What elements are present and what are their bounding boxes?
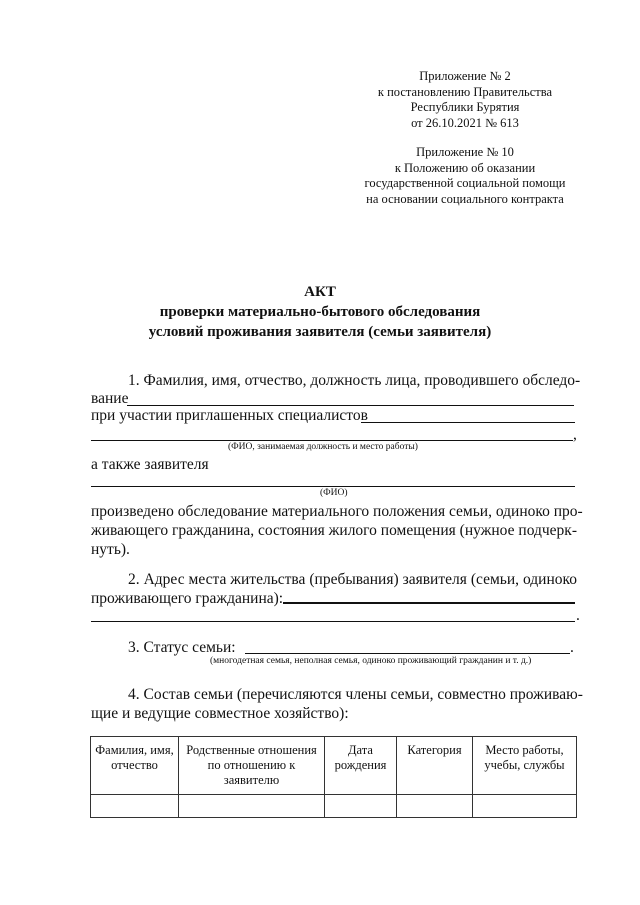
section1-line4: а также заявителя — [91, 456, 209, 473]
section4-line2: щие и ведущие совместное хозяйство): — [91, 705, 349, 722]
applicant-name-field[interactable] — [91, 486, 575, 487]
section1-line1: 1. Фамилия, имя, отчество, должность лица, проводившего обследо- — [128, 372, 581, 389]
column-header-relation: Родственные отношения по отношению к заявителю — [179, 737, 325, 795]
appendix1-line4: от 26.10.2021 № 613 — [411, 115, 519, 130]
appendix2-line4: на основании социального контракта — [366, 191, 564, 206]
section1-para1: произведено обследование материального положения семьи, одиноко про- — [91, 503, 583, 520]
appendix2-line3: государственной социальной помощи — [364, 176, 566, 190]
section1-line3: при участии приглашенных специалистов — [91, 407, 368, 424]
address-field-continued[interactable] — [91, 621, 575, 622]
appendix2-line2: к Положению об оказании — [394, 160, 536, 175]
column-header-full-name: Фамилия, имя, отчество — [91, 737, 179, 795]
section3-label: 3. Статус семьи: — [128, 639, 236, 656]
section1-line2: вание — [91, 390, 129, 407]
table-cell[interactable] — [91, 795, 179, 818]
section1-para2: живающего гражданина, состояния жилого помещения (нужное подчерк- — [91, 522, 577, 539]
section2-line1: 2. Адрес места жительства (пребывания) заявителя (семьи, одиноко — [128, 571, 577, 588]
column-header-birth-date: Дата рождения — [325, 737, 397, 795]
family-status-field[interactable] — [245, 653, 570, 654]
section2-line2: проживающего гражданина): — [91, 590, 284, 607]
document-title — [0, 282, 640, 342]
address-field[interactable] — [283, 602, 575, 604]
appendix1-line1: Приложение № 2 — [419, 69, 511, 83]
specialists-field-continued[interactable] — [91, 440, 573, 441]
column-header-workplace: Место работы, учебы, службы — [473, 737, 577, 795]
section3-period: . — [570, 639, 574, 656]
family-composition-table — [90, 736, 577, 818]
table-cell[interactable] — [473, 795, 577, 818]
appendix-block-2 — [350, 145, 580, 207]
appendix2-line1: Приложение № 10 — [416, 145, 514, 159]
section1-hint-specialists: (ФИО, занимаемая должность и место работы) — [228, 442, 418, 452]
title-line1: АКТ — [304, 284, 336, 300]
appendix1-line2: к постановлению Правительства — [377, 84, 553, 99]
title-line3: условий проживания заявителя (семьи заявителя) — [148, 324, 492, 340]
title-line2: проверки материально-бытового обследования — [159, 304, 481, 320]
section3-hint: (многодетная семья, неполная семья, одиноко проживающий гражданин и т. д.) — [210, 656, 532, 666]
specialists-field[interactable] — [361, 422, 575, 423]
table-cell[interactable] — [179, 795, 325, 818]
section1-hint-applicant: (ФИО) — [320, 488, 348, 498]
appendix-block-1 — [350, 69, 580, 131]
appendix1-line3: Республики Бурятия — [410, 100, 520, 114]
table-cell[interactable] — [325, 795, 397, 818]
section1-para3: нуть). — [91, 541, 130, 558]
table-header-row — [91, 737, 577, 795]
column-header-category: Категория — [397, 737, 473, 795]
section2-period: . — [576, 607, 580, 624]
table-cell[interactable] — [397, 795, 473, 818]
section4-line1: 4. Состав семьи (перечисляются члены семьи, совместно проживаю- — [128, 686, 583, 703]
table-row — [91, 795, 577, 818]
section1-comma: , — [573, 426, 577, 443]
